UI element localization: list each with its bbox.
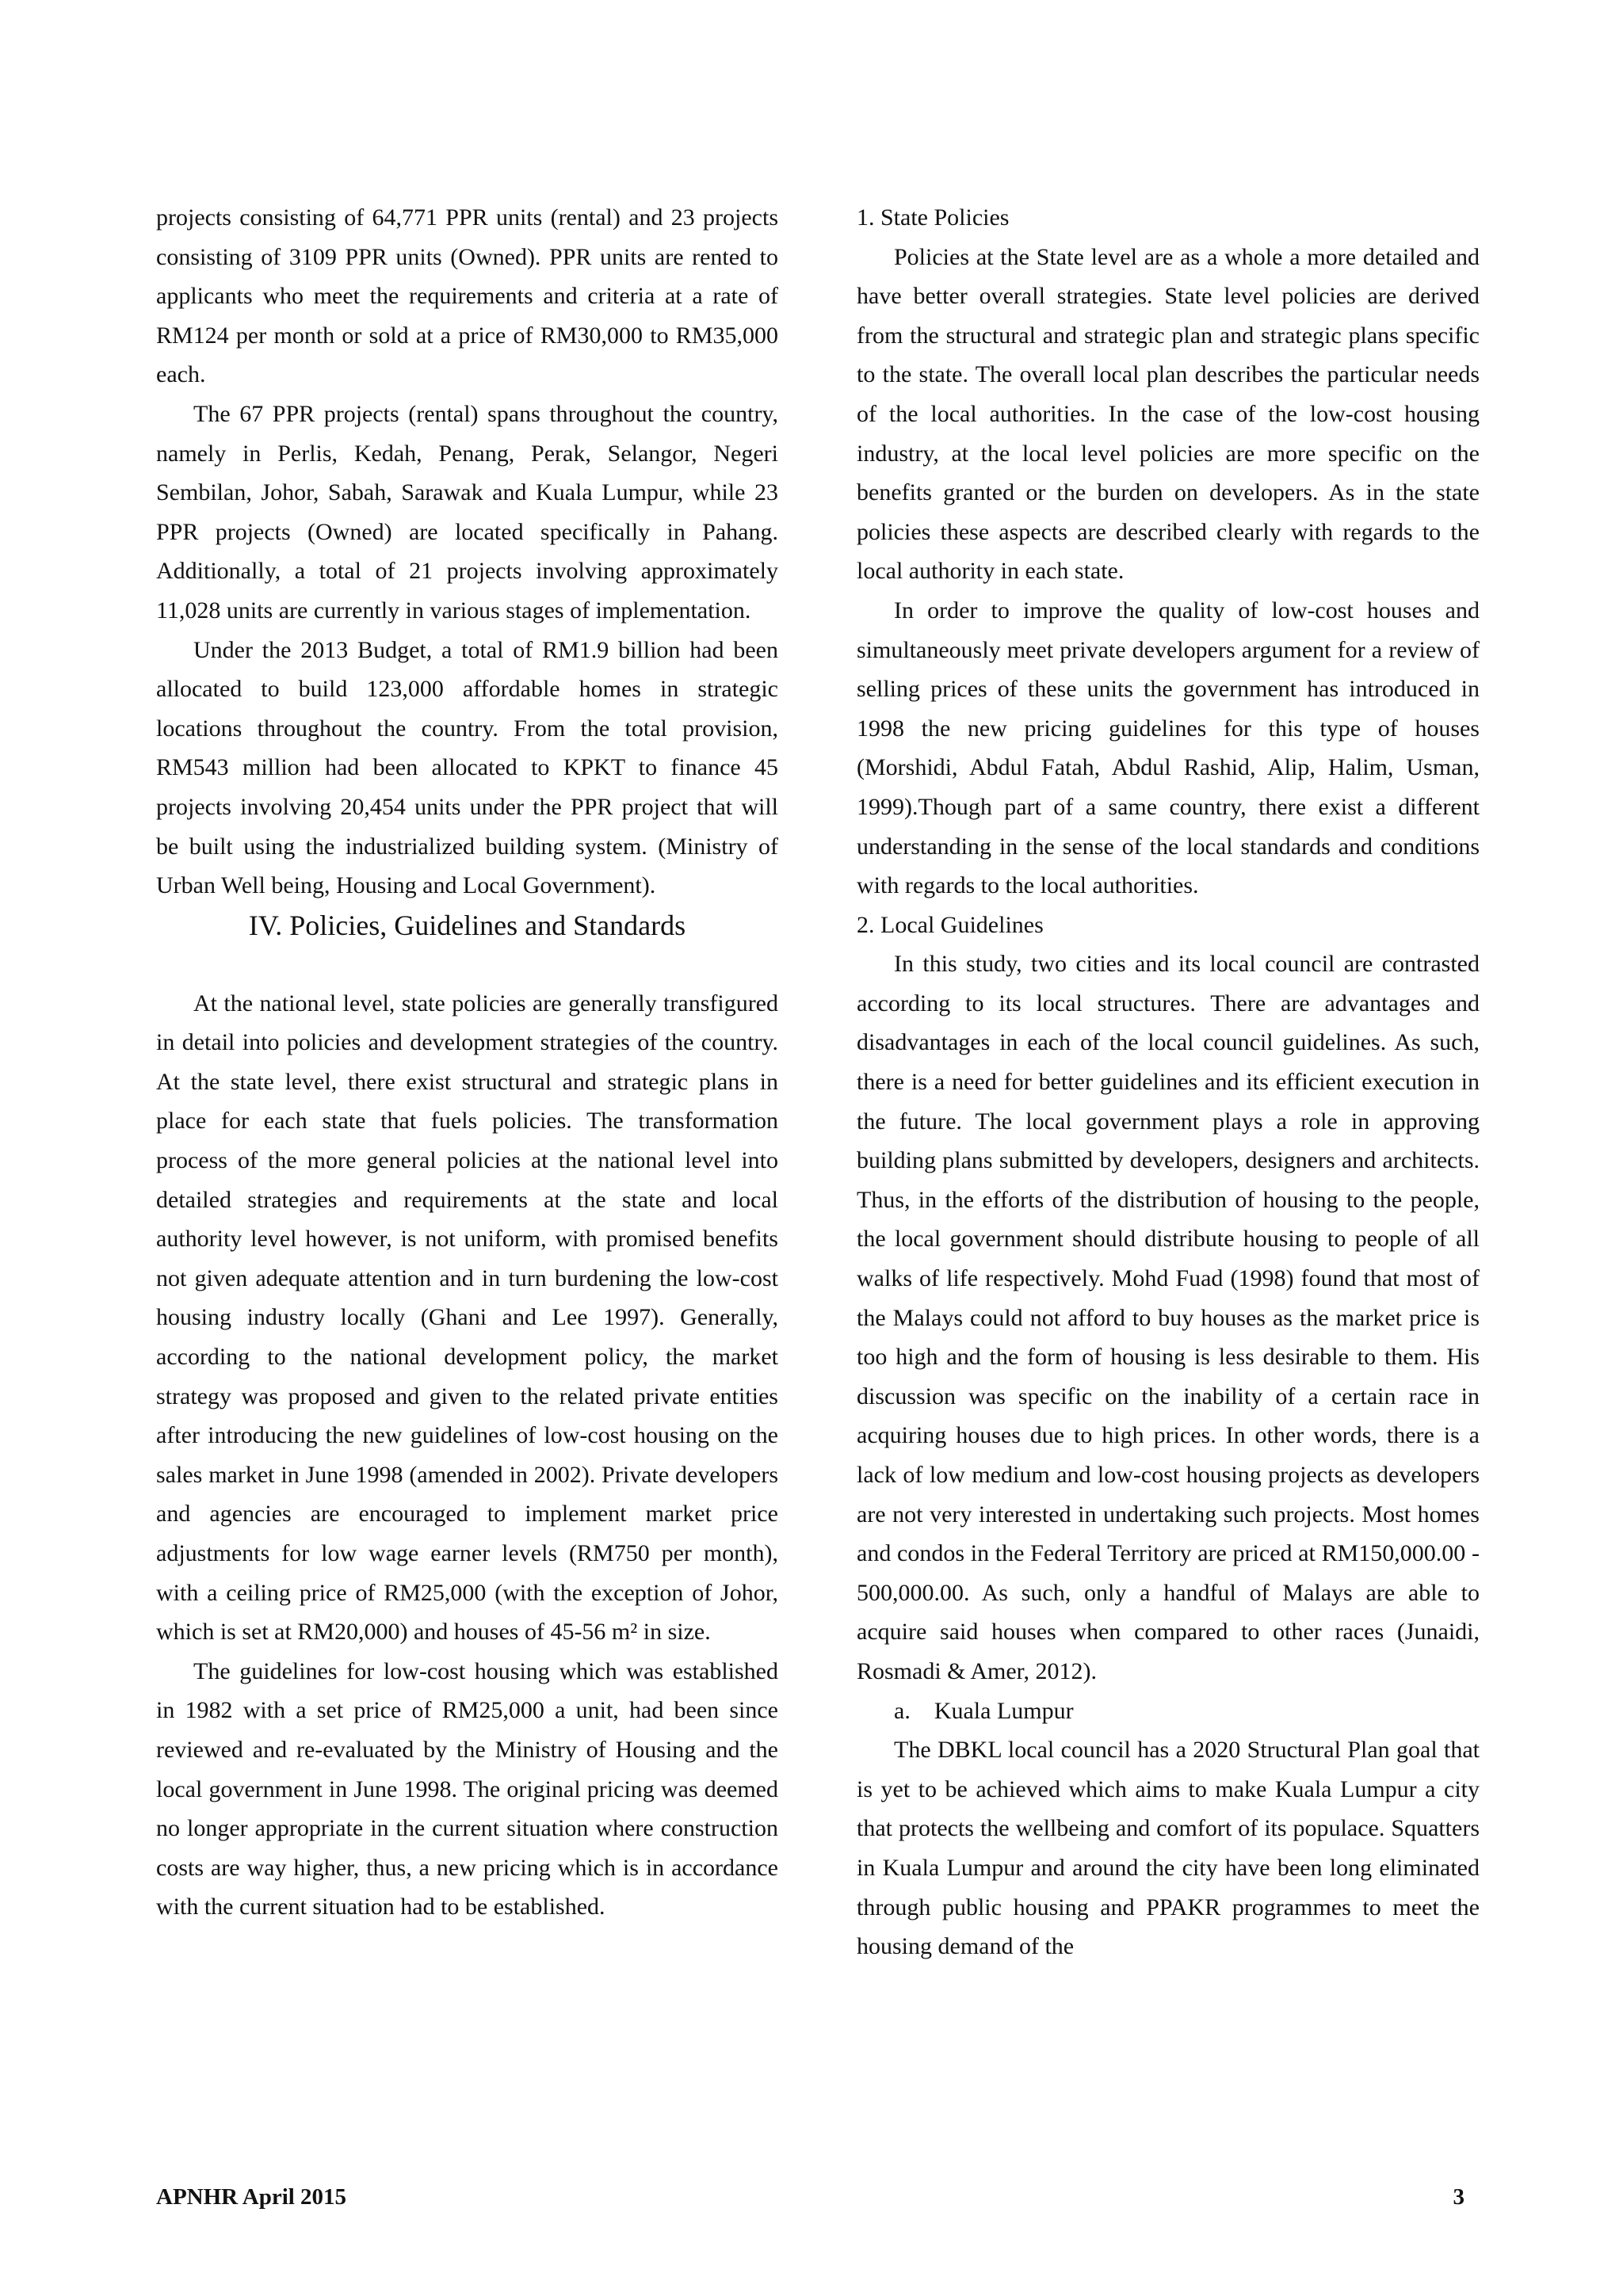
body-paragraph: The 67 PPR projects (rental) spans throughout the country, namely in Perlis, Kedah, Penang, Perak, Selangor, Negeri Sembilan, Johor, Sabah, Sarawak and Kuala Lumpur, while 23 PPR projects (Owned) are located specifically in Pahang. Additionally, a total of 21 projects involving approximately 11,028 units are currently in various stages of implementation.	[156, 400, 778, 624]
subsection-heading: 2. Local Guidelines	[857, 911, 1044, 938]
left-column	[156, 198, 778, 1927]
body-paragraph: Policies at the State level are as a whole a more detailed and have better overall strategies. State level policies are derived from the structural and strategic plan and strategic plans specific to the state. The overall local plan describes the particular needs of the local authorities. In the case of the low-cost housing industry, at the local level policies are more specific on the benefits granted or the burden on developers. As in the state policies these aspects are described clearly with regards to the local authority in each state.	[857, 243, 1480, 585]
right-column	[857, 198, 1480, 1966]
body-paragraph: Under the 2013 Budget, a total of RM1.9 billion had been allocated to build 123,000 affordable homes in strategic locations throughout the country. From the total provision, RM543 million had been allocated to KPKT to finance 45 projects involving 20,454 units under the PPR project that will be built using the industrialized building system. (Ministry of Urban Well being, Housing and Local Government).	[156, 636, 778, 899]
body-paragraph: projects consisting of 64,771 PPR units (rental) and 23 projects consisting of 3109 PPR units (Owned). PPR units are rented to applicants who meet the requirements and criteria at a rate of RM124 per month or sold at a price of RM30,000 to RM35,000 each.	[156, 204, 778, 388]
body-paragraph: The DBKL local council has a 2020 Structural Plan goal that is yet to be achieved which aims to make Kuala Lumpur a city that protects the wellbeing and comfort of its populace. Squatters in Kuala Lumpur and around the city have been long eliminated through public housing and PPAKR programmes to meet the housing demand of the	[857, 1737, 1480, 1960]
body-paragraph: At the national level, state policies are generally transfigured in detail into policies and development strategies of the country. At the state level, there exist structural and strategic plans in place for each state that fuels policies. The transformation process of the more general policies at the national level into detailed strategies and requirements at the state and local authority level however, is not uniform, with promised benefits not given adequate attention and in turn burdening the low-cost housing industry locally (Ghani and Lee 1997). Generally, according to the national development policy, the market strategy was proposed and given to the related private entities after introducing the new guidelines of low-cost housing on the sales market in June 1998 (amended in 2002). Private developers and agencies are encouraged to implement market price adjustments for low wage earner levels (RM750 per month), with a ceiling price of RM25,000 (with the exception of Johor, which is set at RM20,000) and houses of 45-56 m² in size.	[156, 990, 778, 1646]
footer-journal: APNHR April 2015	[156, 2184, 347, 2210]
body-paragraph: The guidelines for low-cost housing which was established in 1982 with a set price of RM25,000 a unit, had been since reviewed and re-evaluated by the Ministry of Housing and the local government in June 1998. The original pricing was deemed no longer appropriate in the current situation where construction costs are way higher, thus, a new pricing which is in accordance with the current situation had to be established.	[156, 1657, 778, 1920]
subsection-heading: 1. State Policies	[857, 204, 1010, 231]
sub-subsection-heading: a. Kuala Lumpur	[894, 1697, 1074, 1724]
footer-page-number: 3	[1453, 2184, 1465, 2210]
body-paragraph: In order to improve the quality of low-cost houses and simultaneously meet private developers argument for a review of selling prices of these units the government has introduced in 1998 the new pricing guidelines for this type of houses (Morshidi, Abdul Fatah, Abdul Rashid, Alip, Halim, Usman, 1999).Though part of a same country, there exist a different understanding in the sense of the local standards and conditions with regards to the local authorities.	[857, 597, 1480, 899]
section-heading: IV. Policies, Guidelines and Standards	[248, 909, 686, 941]
body-paragraph: In this study, two cities and its local council are contrasted according to its local structures. There are advantages and disadvantages in each of the local council guidelines. As such, there is a need for better guidelines and its efficient execution in the future. The local government plays a role in approving building plans submitted by developers, designers and architects. Thus, in the efforts of the distribution of housing to the people, the local government should distribute housing to people of all walks of life respectively. Mohd Fuad (1998) found that most of the Malays could not afford to buy houses as the market price is too high and the form of housing is less desirable to them. His discussion was specific on the inability of a certain race in acquiring houses due to high prices. In other words, there is a lack of low medium and low-cost housing projects as developers are not very interested in undertaking such projects. Most homes and condos in the Federal Territory are priced at RM150,000.00 - 500,000.00. As such, only a handful of Malays are able to acquire said houses when compared to other races (Junaidi, Rosmadi & Amer, 2012).	[857, 951, 1480, 1684]
